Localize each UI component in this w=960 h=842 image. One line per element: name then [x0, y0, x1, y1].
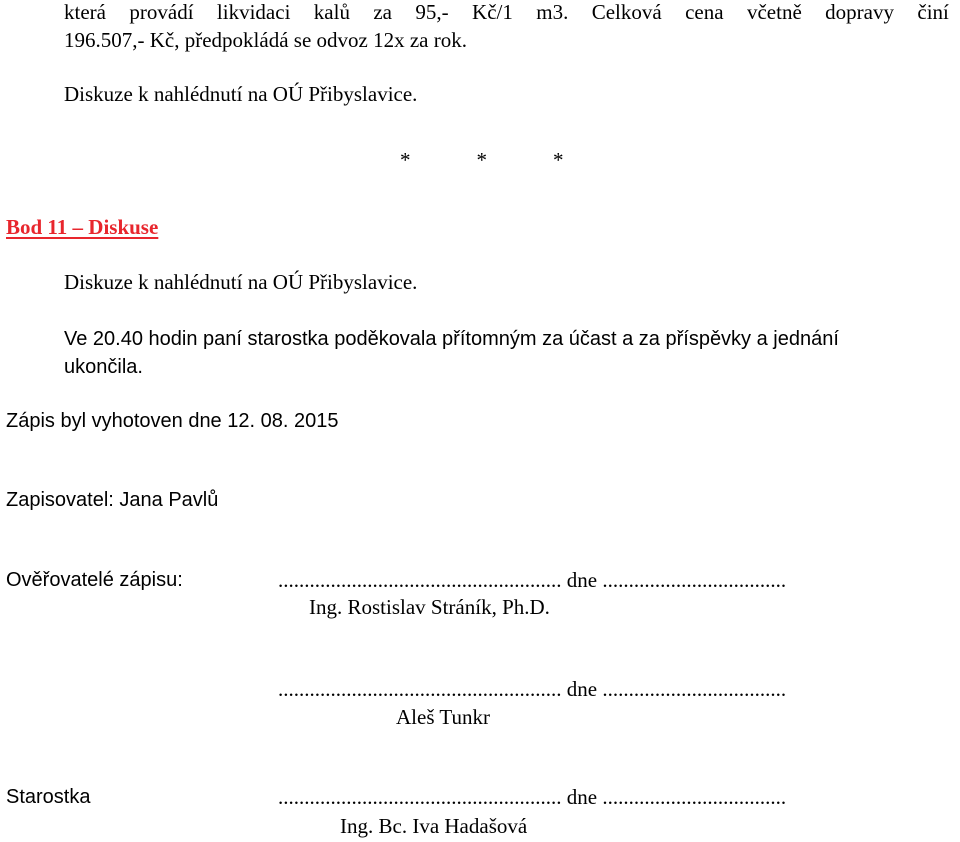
- separator-star: *: [400, 148, 411, 172]
- discussion-note-2: Diskuze k nahlédnutí na OÚ Přibyslavice.: [64, 270, 418, 294]
- signature-name-3: Ing. Bc. Iva Hadašová: [340, 814, 528, 838]
- record-date: Zápis byl vyhotoven dne 12. 08. 2015: [6, 410, 339, 432]
- signature-line-3: ...................................................... dne ...................................: [278, 785, 787, 809]
- paragraph-top-line-1: [64, 2, 949, 23]
- discussion-note-1: Diskuze k nahlédnutí na OÚ Přibyslavice.: [64, 82, 418, 106]
- separator-star: *: [553, 148, 564, 172]
- signature-name-1: Ing. Rostislav Stráník, Ph.D.: [309, 595, 550, 619]
- closing-line-1: Ve 20.40 hodin paní starostka poděkovala přítomným za účast a za příspěvky a jednání: [64, 328, 839, 350]
- verifiers-label: Ověřovatelé zápisu:: [6, 569, 183, 591]
- section-heading: Bod 11 – Diskuse: [6, 215, 159, 239]
- recorder: Zapisovatel: Jana Pavlů: [6, 489, 219, 511]
- signature-line-1: ...................................................... dne ...................................: [278, 568, 787, 592]
- mayor-label: Starostka: [6, 786, 91, 808]
- signature-name-2: Aleš Tunkr: [396, 705, 490, 729]
- section-separator: [400, 150, 564, 171]
- closing-line-2: ukončila.: [64, 356, 143, 378]
- paragraph-top-line-2: 196.507,- Kč, předpokládá se odvoz 12x za rok.: [64, 28, 467, 52]
- signature-line-2: ...................................................... dne ...................................: [278, 677, 787, 701]
- separator-star: *: [476, 148, 487, 172]
- paragraph-top-line-1-text: která provádí likvidaci kalů za 95,- Kč/1 m3. Celková cena včetně dopravy činí: [64, 0, 949, 24]
